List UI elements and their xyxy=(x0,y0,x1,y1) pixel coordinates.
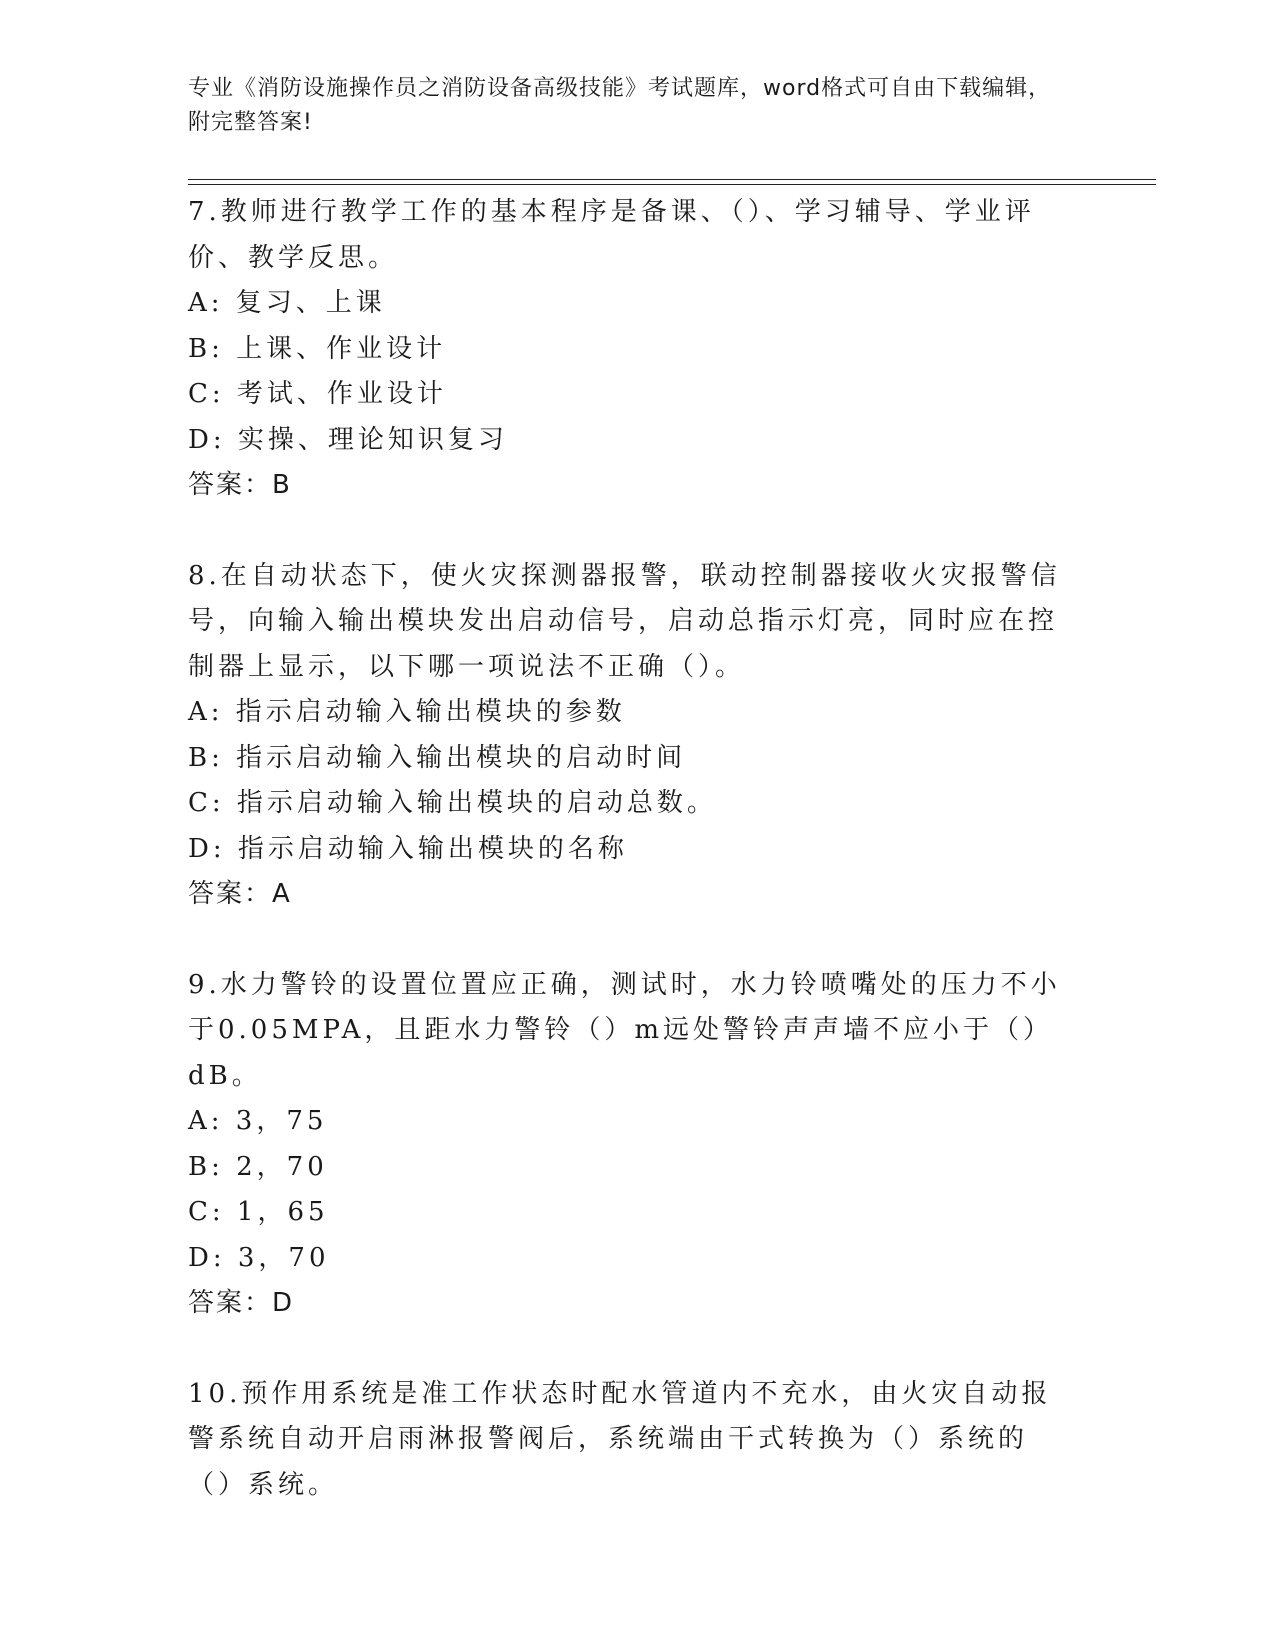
option-c: C: 指示启动输入输出模块的启动总数。 xyxy=(188,788,717,818)
option-a: A: 3，75 xyxy=(188,1106,328,1136)
answer: 答案：A xyxy=(188,879,292,909)
question-8 xyxy=(188,554,1068,918)
answer: 答案：B xyxy=(188,470,292,500)
option-a: A: 指示启动输入输出模块的参数 xyxy=(188,697,626,727)
question-10 xyxy=(188,1372,1068,1509)
question-9 xyxy=(188,963,1068,1327)
question-7 xyxy=(188,190,1068,509)
header-rule-top xyxy=(188,179,1156,180)
option-d: D: 实操、理论知识复习 xyxy=(188,424,508,455)
spacer xyxy=(188,1327,1068,1372)
question-stem: 7.教师进行教学工作的基本程序是备课、（）、学习辅导、学业评价、教学反思。 xyxy=(188,197,1035,273)
option-a: A: 复习、上课 xyxy=(188,288,386,318)
question-stem: 9.水力警铃的设置位置应正确，测试时，水力铃喷嘴处的压力不小于0.05MPA，且距水力警铃（）m远处警铃声声墙不应小于（）dB。 xyxy=(188,969,1061,1091)
spacer xyxy=(188,918,1068,963)
option-c: C: 1，65 xyxy=(188,1197,329,1227)
option-c: C: 考试、作业设计 xyxy=(188,379,447,409)
question-stem: 10.预作用系统是准工作状态时配水管道内不充水，由火灾自动报警系统自动开启雨淋报警阀后，系统端由干式转换为（）系统的（）系统。 xyxy=(188,1378,1052,1500)
option-d: D: 指示启动输入输出模块的名称 xyxy=(188,833,628,864)
spacer xyxy=(188,509,1068,554)
question-stem: 8.在自动状态下，使火灾探测器报警，联动控制器接收火灾报警信号，向输入输出模块发出启动信号，启动总指示灯亮，同时应在控制器上显示，以下哪一项说法不正确（）。 xyxy=(188,560,1061,682)
option-d: D: 3，70 xyxy=(188,1242,330,1273)
option-b: B: 指示启动输入输出模块的启动时间 xyxy=(188,742,687,773)
answer: 答案：D xyxy=(188,1288,295,1318)
question-list xyxy=(188,190,1068,1508)
document-header xyxy=(188,72,1068,140)
option-b: B: 2，70 xyxy=(188,1151,328,1182)
header-rule-bottom xyxy=(188,184,1156,185)
option-b: B: 上课、作业设计 xyxy=(188,333,447,364)
header-text: 专业《消防设施操作员之消防设备高级技能》考试题库，word格式可自由下载编辑，附完整答案! xyxy=(188,76,1052,135)
